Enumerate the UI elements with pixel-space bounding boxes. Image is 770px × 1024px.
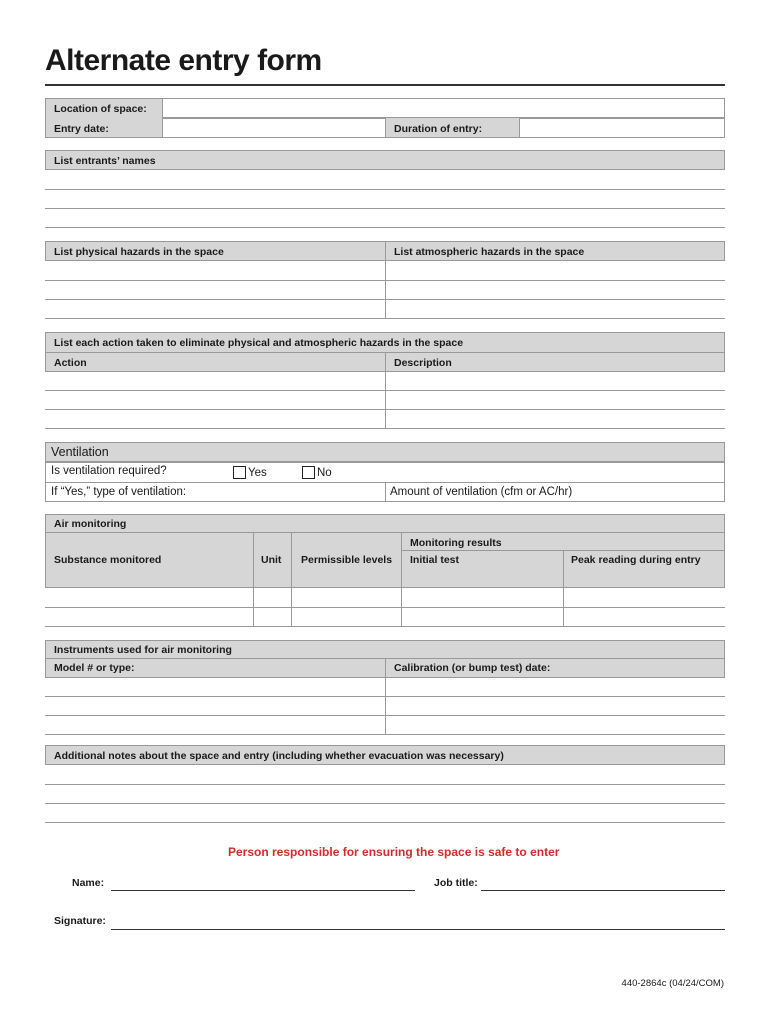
entrant-line[interactable] [45, 227, 725, 228]
job-title-label: Job title: [434, 877, 478, 889]
ventilation-no-label: No [317, 467, 332, 479]
name-input-line[interactable] [111, 890, 415, 891]
entry-date-input[interactable] [162, 118, 386, 138]
title-divider [45, 84, 725, 86]
form-code: 440-2864c (04/24/COM) [621, 978, 724, 989]
signature-input-line[interactable] [111, 929, 725, 930]
hazard-row-line[interactable] [45, 280, 725, 281]
hazard-row-line[interactable] [45, 299, 725, 300]
ventilation-header [45, 442, 725, 462]
description-column-header: Description [394, 357, 452, 369]
action-column-header: Action [54, 357, 87, 369]
ventilation-yes-label: Yes [248, 467, 267, 479]
entry-date-label: Entry date: [54, 123, 109, 135]
hazard-row-line[interactable] [45, 318, 725, 319]
ventilation-required-label: Is ventilation required? [51, 465, 167, 477]
permissible-column-header: Permissible levels [301, 554, 393, 566]
air-monitoring-heading: Air monitoring [54, 518, 127, 530]
instrument-row-line[interactable] [45, 734, 725, 735]
air-monitoring-header [45, 514, 725, 588]
entrant-line[interactable] [45, 189, 725, 190]
duration-input[interactable] [519, 118, 725, 138]
responsible-heading: Person responsible for ensuring the space is safe to enter [228, 845, 560, 859]
action-row-line[interactable] [45, 390, 725, 391]
calibration-column-header: Calibration (or bump test) date: [394, 662, 551, 674]
air-col-divider [563, 550, 564, 627]
monitoring-results-heading: Monitoring results [410, 537, 502, 549]
duration-label: Duration of entry: [394, 123, 483, 135]
notes-line[interactable] [45, 784, 725, 785]
air-col-divider [291, 532, 292, 627]
location-label: Location of space: [54, 103, 147, 115]
air-col-divider [253, 532, 254, 627]
entrant-line[interactable] [45, 208, 725, 209]
page-title: Alternate entry form [45, 44, 322, 77]
instrument-row-line[interactable] [45, 715, 725, 716]
initial-test-column-header: Initial test [410, 554, 460, 566]
air-col-divider [401, 532, 402, 627]
location-input[interactable] [162, 98, 725, 118]
entrants-heading: List entrants’ names [54, 155, 156, 167]
notes-heading: Additional notes about the space and entry (including whether evacuation was necessary) [54, 750, 504, 762]
ventilation-col-divider [385, 482, 386, 502]
ventilation-no-checkbox[interactable] [302, 466, 315, 479]
action-row-line[interactable] [45, 428, 725, 429]
action-row-line[interactable] [45, 409, 725, 410]
notes-line[interactable] [45, 803, 725, 804]
physical-hazards-heading: List physical hazards in the space [54, 246, 224, 258]
unit-column-header: Unit [261, 554, 282, 566]
name-label: Name: [72, 877, 105, 889]
ventilation-heading: Ventilation [51, 445, 109, 459]
actions-heading: List each action taken to eliminate physical and atmospheric hazards in the space [54, 337, 464, 349]
ventilation-amount-label: Amount of ventilation (cfm or AC/hr) [390, 486, 573, 498]
ventilation-type-label: If “Yes,” type of ventilation: [51, 486, 187, 498]
air-row-line[interactable] [45, 607, 725, 608]
air-row-line[interactable] [45, 626, 725, 627]
substance-column-header: Substance monitored [54, 554, 162, 566]
ventilation-yes-checkbox[interactable] [233, 466, 246, 479]
job-title-input-line[interactable] [481, 890, 725, 891]
peak-reading-column-header: Peak reading during entry [571, 554, 701, 566]
instruments-heading: Instruments used for air monitoring [54, 644, 232, 656]
air-monitoring-header-divider [45, 532, 725, 533]
atmospheric-hazards-heading: List atmospheric hazards in the space [394, 246, 585, 258]
signature-label: Signature: [54, 915, 106, 927]
model-column-header: Model # or type: [54, 662, 135, 674]
instrument-row-line[interactable] [45, 696, 725, 697]
notes-line[interactable] [45, 822, 725, 823]
